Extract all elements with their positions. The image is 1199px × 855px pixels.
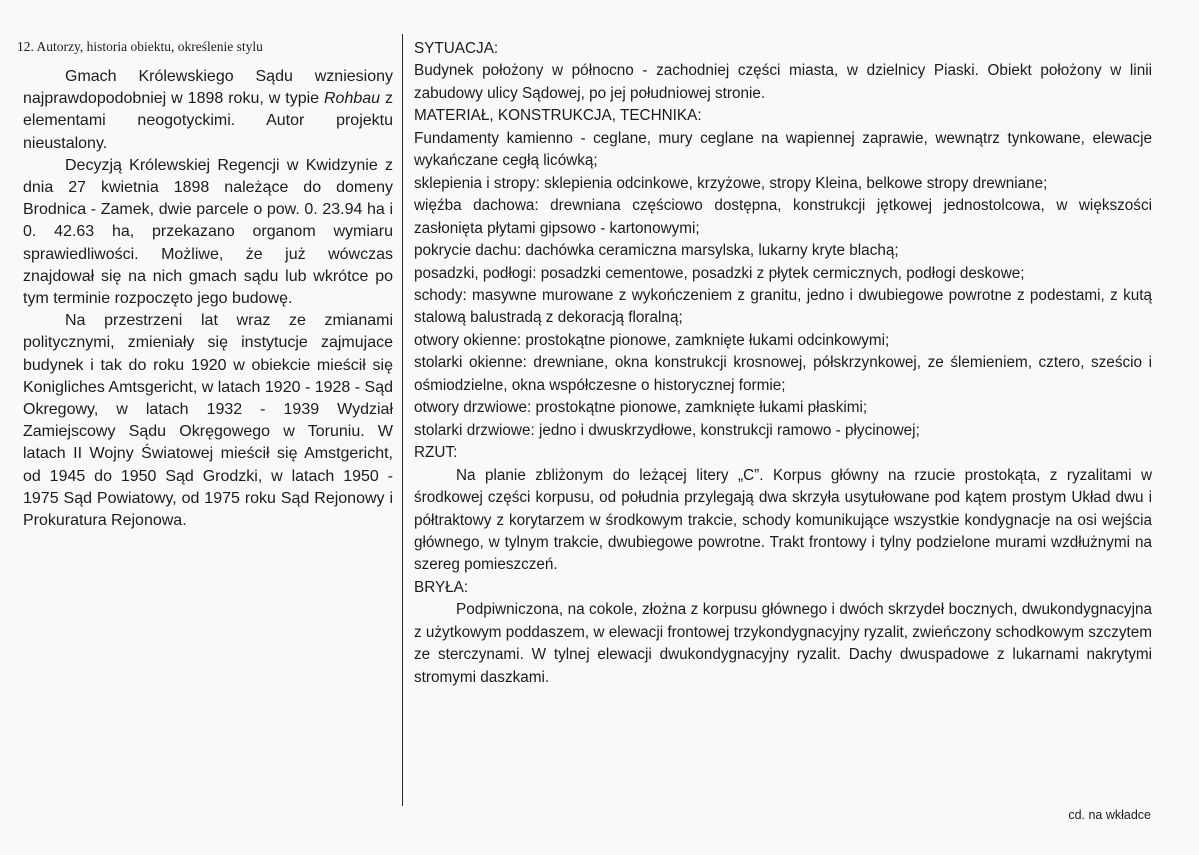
situation-heading: SYTUACJA: [414, 40, 499, 57]
material-item: otwory drzwiowe: prostokątne pionowe, zamknięte łukami płaskimi; [414, 399, 868, 417]
material-item: otwory okienne: prostokątne pionowe, zamknięte łukami odcinkowymi; [414, 331, 890, 349]
description-column [414, 38, 1152, 689]
plan-text: Na planie zbliżonym do leżącej litery „C”. Korpus główny na rzucie prostokąta, z ryzalitami w środkowej części korpusu, od południa przylegają dwa skrzyła usytułowane pod kątem prostym Układ dwu i półtraktowy z korytarzem w środkowym trakcie, schody komunikujące wszystkie kondygnacje na osi wejścia głównego, w tylnym trakcie, dwubiegowe powrotne. Trakt frontowy i tylny podzielone murami wzdłużnymi na szereg pomieszczeń. [414, 466, 1152, 574]
paragraph-1-text-a: Gmach Królewskiego Sądu wzniesiony najprawdopodobniej w 1898 roku, w typie [23, 68, 393, 108]
material-item: stolarki drzwiowe: jedno i dwuskrzydłowe, konstrukcji ramowo - płycinowej; [414, 421, 920, 439]
mass-text: Podpiwniczona, na cokole, złożna z korpusu głównego i dwóch skrzydeł bocznych, dwukondygnacyjna z użytkowym poddaszem, w elewacji frontowej trzykondygnacyjny ryzalit, zwieńczony schodkowym szczytem ze sterczynami. W tylnej elewacji dwukondygnacyjny ryzalit. Dachy dwuspadowe z lukarnami nakrytymi stromymi daszkami. [414, 601, 1152, 686]
history-column [17, 38, 393, 532]
material-item: posadzki, podłogi: posadzki cementowe, posadzki z płytek cermicznych, podłogi deskowe; [414, 264, 1025, 282]
material-item: więźba dachowa: drewniana częściowo dostępna, konstrukcji jętkowej jednostolcowa, w większości zasłonięta płytami gipsowo - kartonowymi; [414, 197, 1152, 237]
material-item: Fundamenty kamienno - ceglane, mury ceglane na wapiennej zaprawie, wewnątrz tynkowane, elewacje wykańczane cegłą licówką; [414, 129, 1152, 170]
history-paragraph-3: Na przestrzeni lat wraz ze zmianami politycznymi, zmieniały się instytucje zajmujace budynek i tak do roku 1920 w obiekcie mieścił się Konigliches Amtsgericht, w latach 1920 - 1928 - Sąd Okregowy, w latach 1932 - 1939 Wydział Zamiejscowy Sądu Okręgowego w Toruniu. W latach II Wojny Światowej mieścił się Amstgericht, od 1945 do 1950 Sąd Grodzki, w latach 1950 - 1975 Sąd Powiatowy, od 1975 roku Sąd Rejonowy i Prokuratura Rejonowa. [23, 312, 393, 530]
material-heading: MATERIAŁ, KONSTRUKCJA, TECHNIKA: [414, 107, 702, 125]
material-item: schody: masywne murowane z wykończeniem z granitu, jedno i dwubiegowe powrotne z podestami, z kutą stalową balustradą z dekoracją floralną; [414, 286, 1152, 327]
paragraph-1-text-b: z elementami neogotyckimi. Autor projektu nieustalony. [23, 90, 393, 152]
material-item: pokrycie dachu: dachówka ceramiczna marsylska, lukarny kryte blachą; [414, 242, 899, 260]
section-header: 12. Autorzy, historia obiektu, określenie stylu [17, 39, 263, 54]
paragraph-1-italic-term: Rohbau [324, 90, 381, 108]
material-item: sklepienia i stropy: sklepienia odcinkowe, krzyżowe, stropy Kleina, belkowe stropy drewniane; [414, 174, 1048, 192]
situation-text: Budynek położony w północno - zachodniej części miasta, w dzielnicy Piaski. Obiekt położony w linii zabudowy ulicy Sądowej, po jej południowej stronie. [414, 62, 1152, 102]
mass-heading: BRYŁA: [414, 578, 469, 596]
plan-heading: RZUT: [414, 444, 458, 462]
material-item: stolarki okienne: drewniane, okna konstrukcji krosnowej, półskrzynkowej, ze ślemieniem, cztero, sześcio i ośmiodzielne, okna współczesne o historycznej formie; [414, 354, 1152, 394]
history-paragraph-2: Decyzją Królewskiej Regencji w Kwidzynie z dnia 27 kwietnia 1898 należące do domeny Brodnica - Zamek, dwie parcele o pow. 0. 23.94 ha i 0. 42.63 ha, przekazano organom wymiaru sprawiedliwości. Możliwe, że już wówczas znajdował się na nich gmach sądu lub wkrótce po tym terminie rozpoczęto jego budowę. [23, 156, 393, 308]
continued-note: cd. na wkładce [1068, 808, 1151, 822]
column-divider [402, 34, 403, 806]
history-paragraph-1 [23, 66, 393, 155]
